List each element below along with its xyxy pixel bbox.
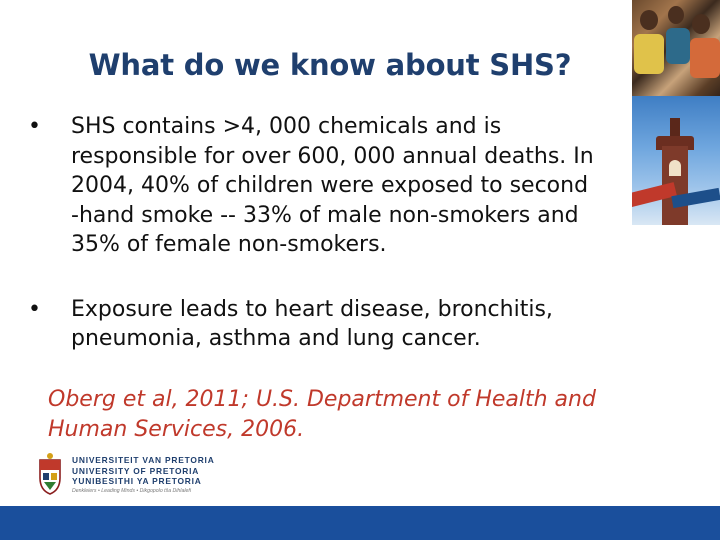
bullet-item	[28, 295, 668, 354]
bullet-marker: •	[28, 114, 41, 139]
logo-text	[72, 455, 215, 496]
citation-line: Human Services, 2006.	[48, 417, 305, 442]
bullet-line: responsible for over 600, 000 annual deaths. In	[71, 143, 594, 169]
bullet-line: 2004, 40% of children were exposed to second	[71, 173, 589, 198]
bullet-line: -hand smoke -- 33% of male non-smokers and	[71, 202, 579, 228]
bullet-marker: •	[28, 296, 41, 322]
citation-line: Oberg et al, 2011; U.S. Department of Health and	[48, 387, 596, 412]
bullet-line: 35% of female non-smokers.	[71, 232, 387, 257]
logo-motto: Denkleiers • Leading Minds • Dikgopolo tša Dihlalefi	[72, 487, 191, 494]
crest-icon	[38, 452, 62, 496]
bullet-item	[28, 112, 668, 260]
bullet-line: SHS contains >4, 000 chemicals and is	[71, 114, 502, 139]
citation	[48, 385, 648, 445]
bullet-line: Exposure leads to heart disease, bronchitis,	[71, 296, 553, 322]
bullet-line: pneumonia, asthma and lung cancer.	[71, 326, 481, 351]
slide-title: What do we know about SHS?	[88, 48, 572, 82]
university-logo	[38, 450, 215, 498]
bullet-list	[28, 112, 668, 354]
logo-line: UNIVERSITY OF PRETORIA	[72, 465, 200, 476]
logo-line: YUNIBESITHI YA PRETORIA	[72, 476, 202, 486]
footer-bar	[0, 506, 720, 540]
logo-line: UNIVERSITEIT VAN PRETORIA	[72, 455, 215, 465]
